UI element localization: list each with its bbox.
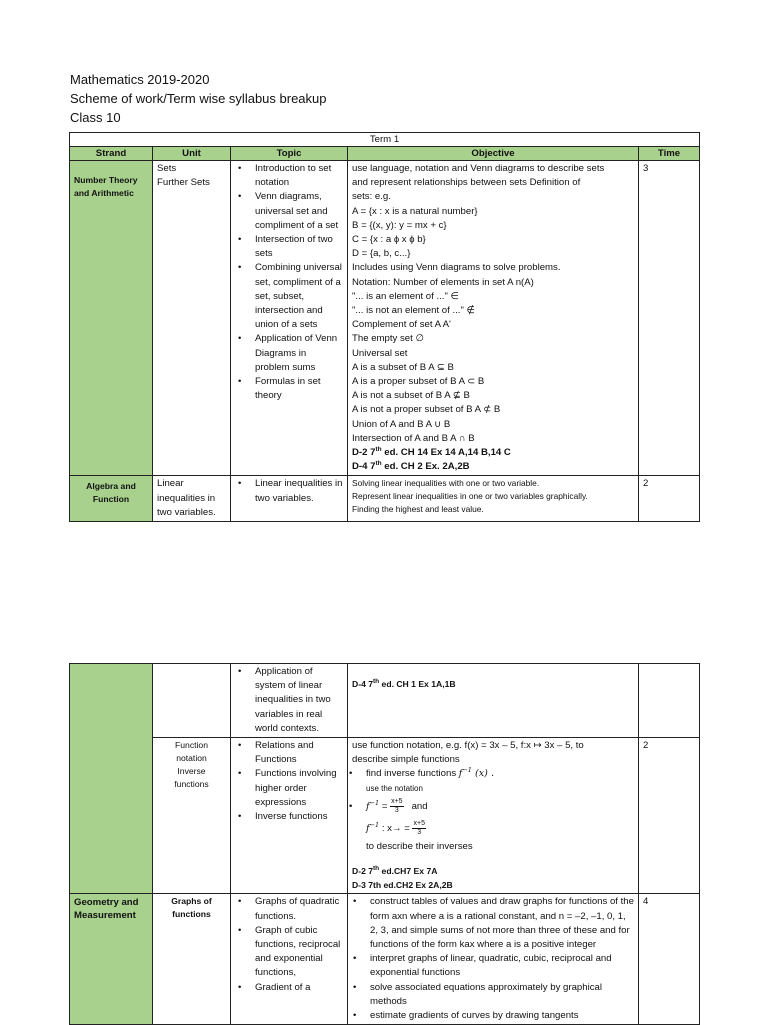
table-row [70,664,700,738]
objective-cell [348,664,639,738]
topic-cell [231,894,348,1025]
objective-line: Union of A and B A ∪ B [352,418,451,430]
objective-cell [348,894,639,1025]
objective-line: Intersection of A and B A ∩ B [352,432,475,444]
col-time: Time [639,147,700,161]
unit-cell: Linear inequalities in two variables. [153,476,231,522]
book-reference: D-2 7th ed. CH 14 Ex 14 A,14 B,14 C [352,445,511,459]
time-cell: 2 [639,476,700,522]
objective-line: The empty set ∅ [352,333,424,345]
topic-item: • Linear inequalities in two variables. [255,477,343,505]
syllabus-table-term1 [69,132,700,522]
objective-line: sets: e.g. [352,191,391,203]
objective-line: A is not a subset of B A ⊈ B [352,390,470,402]
time-cell: 4 [639,894,700,1025]
column-headers [70,147,700,161]
topic-item: • Inverse functions [255,810,343,824]
unit-cell [153,738,231,894]
objective-line: Universal set [352,347,408,359]
objective-line: to describe their inverses [366,840,473,852]
table-row [70,738,700,894]
fraction: $\frac{x+5}{3}$ [413,819,425,836]
table-row [70,894,700,1025]
term-header: Term 1 [70,133,700,147]
strand-cell: Geometry and Measurement [70,894,153,1025]
objective-line: Represent linear inequalities in one or two variables graphically. [352,491,588,502]
objective-bullet: • construct tables of values and draw graphs for functions of the form axn where a is a rational constant, and n = –2, –1, 0, 1, 2, 3, and simple sums of not more than three of these and for functions of the form kax where a is a positive integer [370,895,634,952]
topic-item: • Gradient of a [255,981,343,995]
objective-line: Notation: Number of elements in set A n(A) [352,276,534,288]
unit-cell: Graphs of functions [153,894,231,1025]
table-row [70,476,700,522]
col-objective: Objective [348,147,639,161]
topic-item: • Relations and Functions [255,739,343,767]
topic-item: • Intersection of two sets [255,233,343,261]
topic-item: • Formulas in set theory [255,375,343,403]
time-cell [639,664,700,738]
objective-cell [348,738,639,894]
book-reference: D-4 7th ed. CH 1 Ex 1A,1B [352,678,456,689]
objective-line: Includes using Venn diagrams to solve problems. [352,262,561,274]
unit-line: functions [174,779,209,790]
book-reference: D-4 7th ed. CH 2 Ex. 2A,2B [352,460,470,473]
objective-line: B = {(x, y): y = mx + c} [352,219,447,231]
doc-class: Class 10 [70,110,121,125]
topic-item: • Graphs of quadratic functions. [255,895,343,923]
doc-title: Mathematics 2019-2020 [70,72,210,87]
objective-bullet: • estimate gradients of curves by drawing tangents [370,1009,634,1023]
objective-cell [348,476,639,522]
objective-bullet: • solve associated equations approximately by graphical methods [370,981,634,1009]
syllabus-table-continued [69,663,700,1025]
topic-cell [231,738,348,894]
fraction: $\frac{x+5}{3}$ [391,797,403,814]
topic-item: • Introduction to set notation [255,162,343,190]
topic-item: • Functions involving higher order expressions [255,767,343,810]
topic-item: • Application of system of linear inequalities in two variables in real world contexts. [255,665,343,736]
topic-cell [231,476,348,522]
objective-line: A is not a proper subset of B A ⊄ B [352,404,501,416]
objective-line: describe simple functions [352,754,460,766]
strand-cell: Algebra and Function [70,476,153,522]
objective-line: D = {a, b, c...} [352,248,411,260]
objective-line: A is a subset of B A ⊆ B [352,361,454,373]
doc-subtitle: Scheme of work/Term wise syllabus breakup [70,91,327,106]
time-cell: 2 [639,738,700,894]
objective-bullet: • interpret graphs of linear, quadratic, cubic, reciprocal and exponential functions [370,952,634,980]
topic-item: • Venn diagrams, universal set and compliment of a set [255,190,343,233]
objective-line: A = {x : x is a natural number} [352,205,478,217]
table-row [70,161,700,476]
topic-item: • Application of Venn Diagrams in problem sums [255,332,343,375]
notation-note: use the notation [366,783,423,793]
objective-line: A is a proper subset of B A ⊂ B [352,376,485,388]
col-topic: Topic [231,147,348,161]
objective-cell [348,161,639,476]
objective-line: "... is not an element of ..." ∉ [352,305,475,317]
objective-line: Finding the highest and least value. [352,504,484,515]
unit-line: Inverse [177,766,206,777]
inverse-mapping: $f^{-1}$ : x→ = $\frac{x+5}{3}$ [366,819,425,836]
objective-line: C = {x : a ɸ x ɸ b} [352,234,426,246]
topic-item: • Graph of cubic functions, reciprocal and exponential functions, [255,924,343,981]
book-reference: D-2 7th ed.CH7 Ex 7A [352,865,438,877]
unit-cell [153,664,231,738]
objective-bullet: • $f^{-1}$ = $\frac{x+5}{3}$ and [366,796,634,818]
objective-line: use language, notation and Venn diagrams to describe sets [352,163,605,174]
objective-line: "... is an element of ..." ∈ [352,290,459,302]
book-reference: D-3 7th ed.CH2 Ex 2A,2B [352,880,453,891]
topic-cell [231,664,348,738]
objective-line: and represent relationships between sets Definition of [352,177,581,189]
objective-line: use function notation, e.g. f(x) = 3x – 5, f:x ↦ 3x – 5, to [352,740,584,752]
unit-line: notation [176,753,207,764]
unit-line: Function [175,740,208,751]
unit-cell [153,161,231,476]
unit-line: Further Sets [157,177,210,189]
col-strand: Strand [70,147,153,161]
topic-cell [231,161,348,476]
unit-line: Sets [157,163,177,174]
objective-line: Solving linear inequalities with one or two variable. [352,478,540,489]
col-unit: Unit [153,147,231,161]
objective-bullet: • find inverse functions $f^{-1}$ (x) . [366,767,634,781]
objective-line: Complement of set A A' [352,319,451,331]
strand-cell: Number Theory and Arithmetic [70,161,153,476]
time-cell: 3 [639,161,700,476]
topic-item: • Combining universal set, compliment of a set, subset, intersection and union of a sets [255,261,343,332]
strand-cell-continued [70,664,153,894]
document-header [70,70,327,127]
